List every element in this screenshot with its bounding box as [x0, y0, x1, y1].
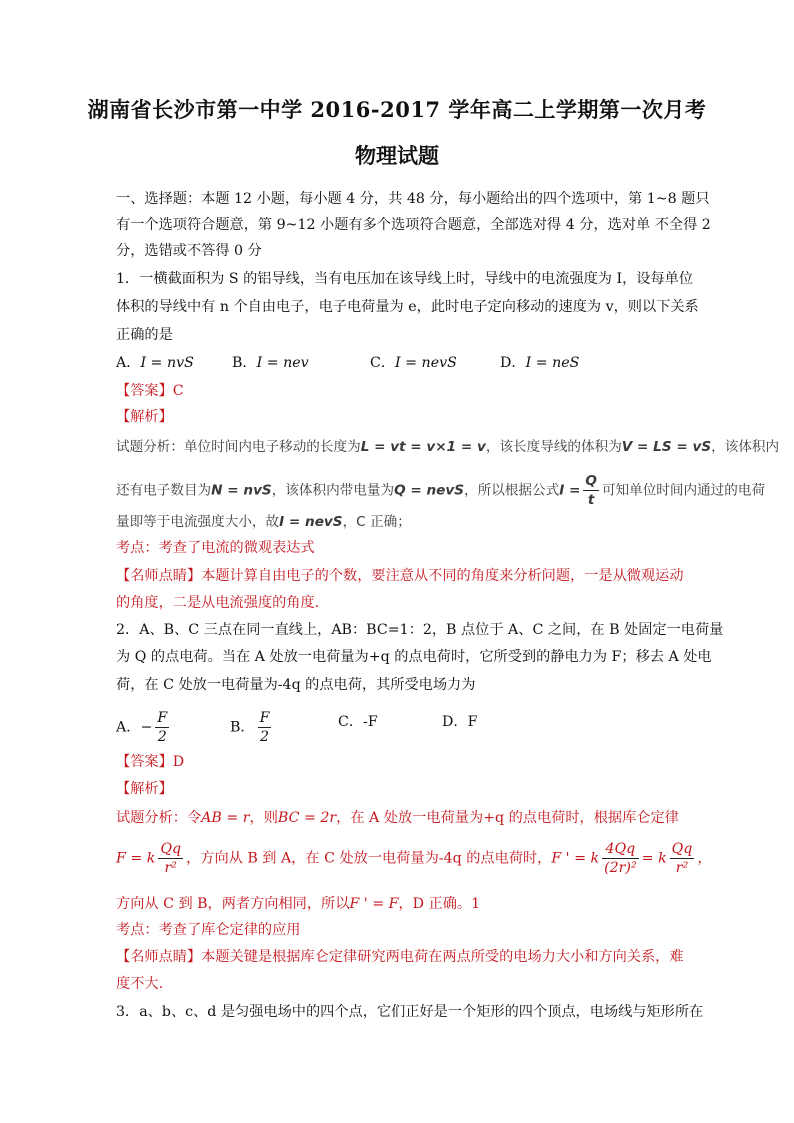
option-label: D．	[442, 714, 468, 730]
fraction-numerator: 4Qq	[605, 841, 636, 857]
analysis-formula: F ' = k	[551, 850, 600, 867]
option-text: F	[467, 714, 478, 730]
q2-analysis-line-2	[116, 840, 712, 877]
option-fraction	[258, 709, 272, 746]
analysis-formula: I =	[559, 482, 581, 499]
option-formula: I = nev	[256, 355, 309, 371]
instructions-line-2: 有一个选项符合题意，第 9~12 小题有多个选项符合题意，全部选对得 4 分，选对单 不全得 2	[116, 217, 711, 233]
analysis-text: ，在 A 处放一电荷量为+q 的点电荷时，根据库仑定律	[336, 810, 679, 826]
fraction-numerator: F	[259, 710, 270, 726]
analysis-text: ，该体积内带电量为	[271, 482, 395, 499]
q2-analysis-label: 【解析】	[116, 781, 173, 797]
q1-option-b	[232, 353, 309, 373]
q1-stem-line-3: 正确的是	[116, 327, 173, 343]
analysis-text: ，该体积内	[711, 439, 780, 455]
analysis-formula: L = vt = v×1 = v	[360, 439, 486, 455]
analysis-formula: N = nvS	[211, 482, 272, 499]
q1-analysis-label: 【解析】	[116, 409, 173, 425]
q1-option-a	[116, 353, 194, 373]
q2-option-c	[338, 712, 378, 732]
exam-title: 湖南省长沙市第一中学 2016-2017 学年高二上学期第一次月考	[87, 97, 707, 122]
q3-stem-line-1: 3．a、b、c、d 是匀强电场中的四个点，它们正好是一个矩形的四个顶点，电场线与矩形所在	[116, 1004, 704, 1020]
analysis-text: ，	[697, 850, 712, 867]
analysis-text: 量即等于电流强度大小，故	[116, 514, 280, 530]
analysis-text: ，D 正确。1	[398, 896, 481, 912]
q1-option-c	[370, 353, 457, 373]
option-label: A．	[116, 719, 141, 736]
q1-tip-line-2: 的角度，二是从电流强度的角度.	[116, 595, 320, 611]
fraction-denominator: r²	[675, 860, 689, 876]
analysis-formula: BC = 2r	[277, 810, 337, 826]
q2-stem-line-2: 为 Q 的点电荷。当在 A 处放一电荷量为+q 的点电荷时，它所受到的静电力为 F；移去 A 处电	[116, 649, 712, 665]
fraction-numerator: Q	[585, 473, 597, 489]
analysis-text: 还有电子数目为	[116, 482, 212, 499]
q2-stem-line-1: 2．A、B、C 三点在同一直线上，AB：BC=1：2，B 点位于 A、C 之间，在 B 处固定一电荷量	[116, 622, 724, 638]
q2-option-d	[442, 712, 477, 732]
q1-analysis-line-1	[116, 437, 779, 457]
analysis-text: ，所以根据公式	[464, 482, 560, 499]
option-text: -F	[363, 714, 378, 730]
analysis-text: ，该长度导线的体积为	[485, 439, 622, 455]
q1-stem-line-2: 体积的导线中有 n 个自由电子，电子电荷量为 e，此时电子定向移动的速度为 v，则以下关系	[116, 299, 699, 315]
fraction-numerator: F	[157, 710, 168, 726]
option-label: A．	[116, 355, 141, 371]
q1-kaodian: 考点：考查了电流的微观表达式	[116, 540, 315, 556]
fraction-denominator: r²	[164, 860, 177, 876]
option-label: C．	[338, 714, 364, 730]
option-label: B．	[232, 355, 257, 371]
option-formula: I = nvS	[140, 355, 194, 371]
formula-fraction	[602, 840, 639, 877]
option-formula: I = neS	[525, 355, 580, 371]
option-fraction	[155, 709, 169, 746]
q2-analysis-line-3	[116, 894, 480, 914]
analysis-formula: V = LS = vS	[621, 439, 712, 455]
analysis-formula: AB = r	[201, 810, 250, 826]
analysis-text: 试题分析：令	[116, 810, 202, 826]
q2-option-a	[116, 709, 172, 746]
option-label: B．	[230, 719, 255, 736]
q2-analysis-line-1	[116, 808, 679, 828]
q2-kaodian: 考点：考查了库仑定律的应用	[116, 922, 301, 938]
analysis-text: ，则	[249, 810, 278, 826]
q1-tip-line-1: 【名师点睛】本题计算自由电子的个数，要注意从不同的角度来分析问题，一是从微观运动	[116, 568, 684, 584]
q2-answer: 【答案】D	[116, 754, 185, 770]
analysis-formula: F ' = F	[349, 896, 399, 912]
q2-tip-line-2: 度不大.	[116, 976, 164, 992]
fraction-numerator: Qq	[671, 841, 693, 857]
fraction-denominator: 2	[260, 729, 270, 745]
option-label: C．	[370, 355, 396, 371]
q1-analysis-line-2	[116, 472, 765, 509]
q1-option-d	[500, 353, 579, 373]
instructions-line-3: 分，选错或不答得 0 分	[116, 243, 262, 259]
analysis-text: 试题分析：单位时间内电子移动的长度为	[116, 439, 361, 455]
analysis-text: 方向从 C 到 B，两者方向相同，所以	[116, 896, 350, 912]
fraction-denominator: 2	[157, 729, 167, 745]
instructions-line-1: 一、选择题：本题 12 小题，每小题 4 分，共 48 分，每小题给出的四个选项中，第 1~8 题只	[116, 191, 710, 207]
q2-tip-line-1: 【名师点睛】本题关键是根据库仑定律研究两电荷在两点所受的电场力大小和方向关系，难	[116, 949, 684, 965]
formula-fraction	[583, 472, 599, 509]
fraction-denominator: t	[587, 492, 595, 508]
fraction-denominator: (2r)²	[604, 860, 637, 876]
q1-analysis-line-3	[116, 512, 411, 532]
q2-option-b	[230, 709, 274, 746]
analysis-text: ，C 正确；	[342, 514, 411, 530]
q1-answer: 【答案】C	[116, 383, 184, 399]
formula-fraction	[670, 840, 695, 877]
option-label: D．	[500, 355, 526, 371]
formula-fraction	[158, 840, 183, 877]
q2-stem-line-3: 荷，在 C 处放一电荷量为-4q 的点电荷，其所受电场力为	[116, 677, 476, 693]
analysis-text: ，方向从 B 到 A，在 C 处放一电荷量为-4q 的点电荷时，	[186, 850, 552, 867]
analysis-text: 可知单位时间内通过的电荷	[601, 482, 766, 499]
q1-stem-line-1: 1．一横截面积为 S 的铝导线，当有电压加在该导线上时，导线中的电流强度为 I，设每单位	[116, 271, 694, 287]
option-sign: −	[140, 719, 153, 736]
analysis-formula: F = k	[116, 850, 156, 867]
analysis-formula: I = nevS	[279, 514, 343, 530]
analysis-formula: Q = nevS	[394, 482, 465, 499]
analysis-formula: = k	[641, 850, 667, 867]
exam-subtitle: 物理试题	[355, 143, 439, 168]
fraction-numerator: Qq	[160, 841, 182, 857]
option-formula: I = nevS	[395, 355, 457, 371]
